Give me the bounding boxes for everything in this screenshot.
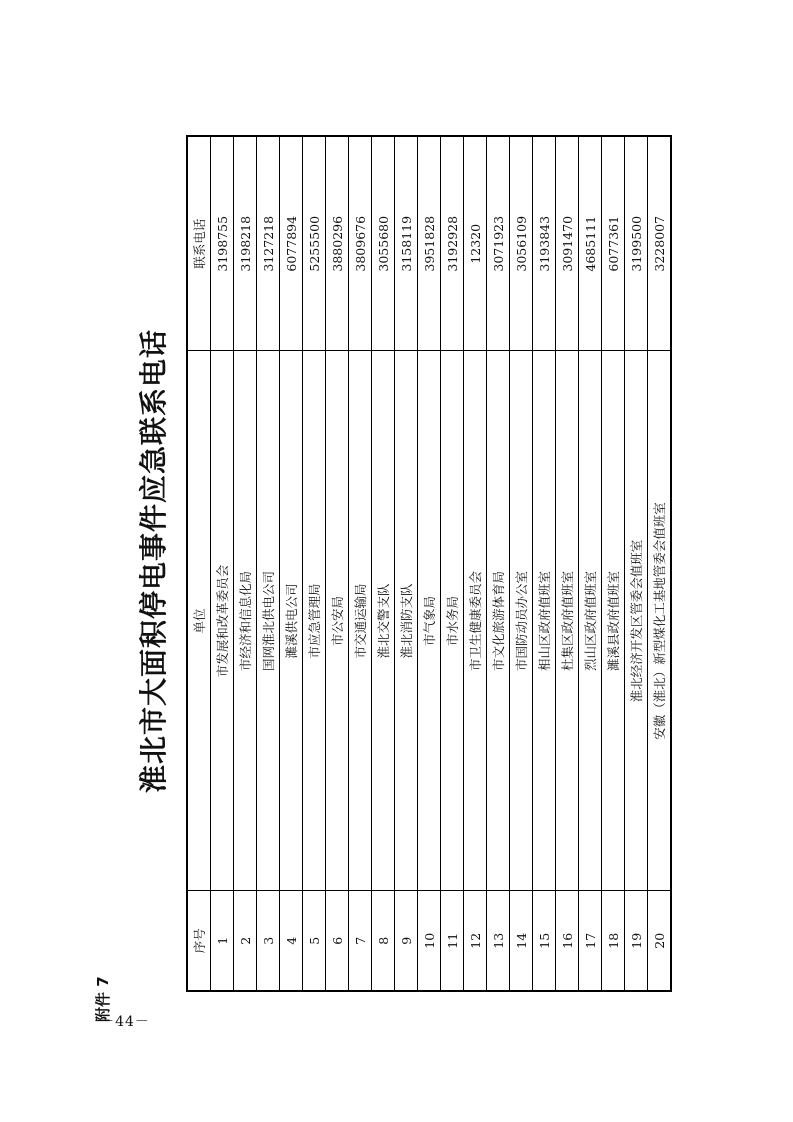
table-row [579,136,602,991]
table-row [349,136,372,991]
cell-unit: 市交通运输局 [349,351,372,891]
cell-unit: 杜集区政府值班室 [556,351,579,891]
cell-seq: 8 [372,891,395,991]
cell-seq: 12 [464,891,487,991]
cell-seq: 5 [303,891,326,991]
cell-phone: 3192928 [441,136,464,351]
table-row [602,136,625,991]
table-row [280,136,303,991]
cell-unit: 市文化旅游体育局 [487,351,510,891]
cell-seq: 19 [625,891,648,991]
table-row [326,136,349,991]
table-row [625,136,648,991]
cell-unit: 淮北经济开发区管委会值班室 [625,351,648,891]
cell-phone: 3809676 [349,136,372,351]
cell-unit: 市公安局 [326,351,349,891]
cell-phone: 6077361 [602,136,625,351]
header-seq: 序号 [187,891,211,991]
cell-phone: 3199500 [625,136,648,351]
cell-phone: 5255500 [303,136,326,351]
cell-phone: 3127218 [257,136,280,351]
table-row [257,136,280,991]
cell-phone: 3071923 [487,136,510,351]
table-row [372,136,395,991]
cell-unit: 市国防动员办公室 [510,351,533,891]
cell-seq: 3 [257,891,280,991]
contact-table [186,135,672,992]
cell-phone: 3880296 [326,136,349,351]
cell-unit: 国网淮北供电公司 [257,351,280,891]
cell-unit: 濉溪县政府值班室 [602,351,625,891]
cell-unit: 相山区政府值班室 [533,351,556,891]
cell-phone: 3158119 [395,136,418,351]
cell-phone: 12320 [464,136,487,351]
header-phone: 联系电话 [187,136,211,351]
cell-unit: 烈山区政府值班室 [579,351,602,891]
table-row [234,136,257,991]
table-row [211,136,234,991]
annex-label: 附件 7 [94,976,112,1022]
cell-seq: 2 [234,891,257,991]
cell-phone: 3091470 [556,136,579,351]
cell-seq: 16 [556,891,579,991]
cell-seq: 9 [395,891,418,991]
table-row [464,136,487,991]
cell-unit: 淮北交警支队 [372,351,395,891]
table-row [303,136,326,991]
cell-seq: 4 [280,891,303,991]
cell-phone: 3228007 [648,136,672,351]
document-title: 淮北市大面积停电事件应急联系电话 [137,329,170,794]
cell-seq: 11 [441,891,464,991]
cell-seq: 17 [579,891,602,991]
cell-unit: 市应急管理局 [303,351,326,891]
cell-unit: 淮北消防支队 [395,351,418,891]
cell-unit: 市经济和信息化局 [234,351,257,891]
cell-phone: 3056109 [510,136,533,351]
cell-phone: 3198755 [211,136,234,351]
cell-phone: 6077894 [280,136,303,351]
page-number: －44－ [100,1014,150,1030]
table-row [441,136,464,991]
table-body [211,136,672,991]
table-row [487,136,510,991]
cell-unit: 市气象局 [418,351,441,891]
cell-phone: 3951828 [418,136,441,351]
cell-phone: 3198218 [234,136,257,351]
table-row [418,136,441,991]
cell-seq: 20 [648,891,672,991]
cell-seq: 15 [533,891,556,991]
cell-seq: 14 [510,891,533,991]
cell-seq: 13 [487,891,510,991]
cell-seq: 7 [349,891,372,991]
header-unit: 单位 [187,351,211,891]
cell-seq: 1 [211,891,234,991]
cell-seq: 6 [326,891,349,991]
cell-unit: 安徽（淮北）新型煤化工基地管委会值班室 [648,351,672,891]
cell-phone: 4685111 [579,136,602,351]
cell-phone: 3055680 [372,136,395,351]
table-row [533,136,556,991]
cell-unit: 市卫生健康委员会 [464,351,487,891]
table-row [395,136,418,991]
cell-seq: 18 [602,891,625,991]
table-row [648,136,672,991]
table-header-row [187,136,211,991]
cell-unit: 市水务局 [441,351,464,891]
table-row [556,136,579,991]
cell-phone: 3193843 [533,136,556,351]
table-row [510,136,533,991]
cell-unit: 市发展和改革委员会 [211,351,234,891]
cell-seq: 10 [418,891,441,991]
cell-unit: 濉溪供电公司 [280,351,303,891]
